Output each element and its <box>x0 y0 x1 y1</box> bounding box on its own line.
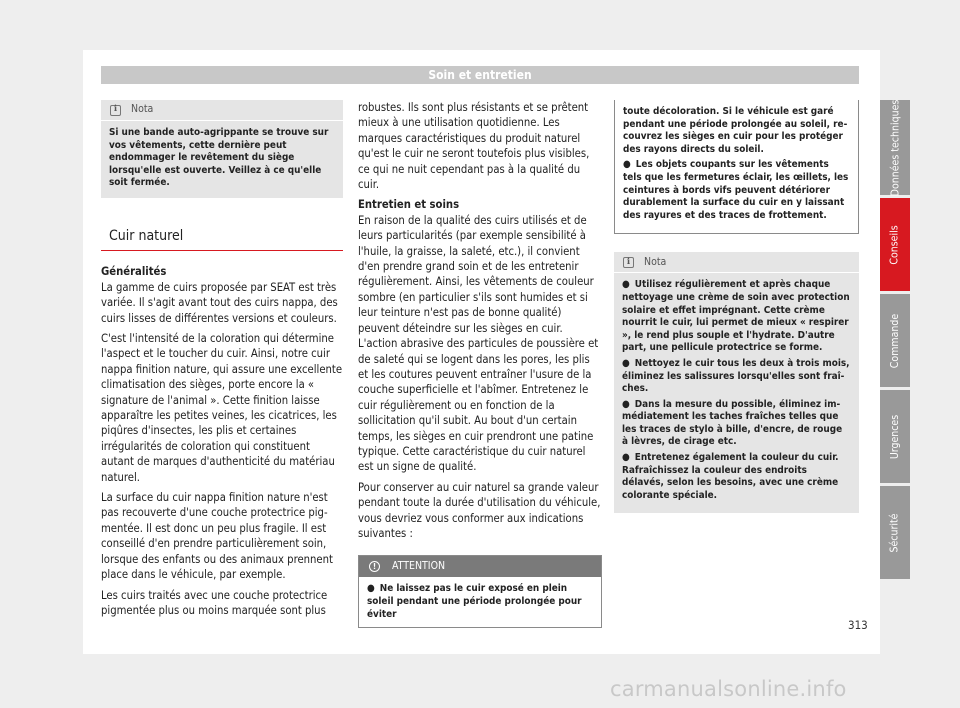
paragraph: En raison de la qualité des cuirs utilisés et de leurs particularités (par exemple sensibilité à l'huile, la graisse, la saleté, etc.), il convient d'en prendre grand soin et de les entretenir régulièrement. Ainsi, les vêtements de couleur sombre (en particulier s'ils sont humides et si leur teinture n'est pas de bonne qualité) peuvent déteindre sur les sièges en cuir. L'action abrasive des particules de poussière et de saleté qui se logent dans les pores, les plis et les coutures peuvent entraîner l'usure de la couche superficielle et l'abîmer. Entretenez le cuir régulièrement ou en fonction de la sollicitation qu'il subit. Au bout d'un certain temps, les sièges en cuir prendront une patine typique. Cette caractéristique du cuir naturel est un signe de qualité. <box>358 213 599 474</box>
bullet-icon: ● <box>622 279 630 291</box>
paragraph: C'est l'intensité de la coloration qui détermine l'aspect et le toucher du cuir. Ainsi, notre cuir nappa finition nature, qui assure une excellente climatisation des sièges, porte encore la « signature de l'animal ». Cette finition laisse apparaître les petites veines, les cicatrices, les piqûres d'insectes, les plis et certaines irrégularités de coloration qui constituent autant de marques d'authenticité du matériau naturel. <box>101 332 343 484</box>
paragraph: Les cuirs traités avec une couche protectrice pigmentée plus ou moins marquée sont plus <box>101 588 328 617</box>
tab-securite[interactable]: Sécurité <box>880 486 910 579</box>
nota-item: ● Entretenez également la couleur du cuir. Rafraîchissez la couleur des endroits délavés, selon les besoins, avec une crème colorante spéciale. <box>622 452 839 501</box>
nota-label: Nota <box>131 103 154 116</box>
nota-header <box>614 252 859 273</box>
chapter-tabs <box>880 100 910 582</box>
subheading-generalites: Généralités <box>101 265 167 279</box>
bullet-icon: ● <box>622 452 630 464</box>
paragraph: Pour conserver au cuir naturel sa grande valeur pendant toute la durée d'utilisation du véhicule, vous devriez vous conformer aux indications suivantes : <box>358 480 601 540</box>
bullet-icon: ● <box>367 583 375 595</box>
nota-text: Si une bande auto-agrippante se trouve sur vos vêtements, cette dernière peut endommager le revêtement du siège lorsqu'elle est ouverte. Veillez à ce qu'elle soit fermée. <box>109 127 329 189</box>
section-title: Cuir naturel <box>101 229 343 251</box>
tab-urgences[interactable]: Urgences <box>880 390 910 483</box>
watermark: carmanualsonline.info <box>610 677 847 701</box>
bullet-icon: ● <box>622 357 630 369</box>
subheading-entretien: Entretien et soins <box>358 198 460 212</box>
paragraph: La surface du cuir nappa finition nature n'est pas recouverte d'une couche protectrice pigmentée. Il est donc un peu plus fragile. Il est conseillé d'en prendre particulièrement soin, lorsque des enfants ou des animaux prennent place dans le véhicule, par exemple. <box>101 491 333 582</box>
column-3 <box>614 100 859 513</box>
tab-conseils[interactable]: Conseils <box>880 198 910 291</box>
column-2 <box>358 100 602 628</box>
page-header: Soin et entretien <box>101 66 859 84</box>
tab-donnees-techniques[interactable]: Données techniques <box>880 100 910 195</box>
attention-continued <box>614 100 859 234</box>
attention-box <box>358 555 602 628</box>
nota-box <box>614 252 859 513</box>
info-icon: i <box>623 257 634 268</box>
attention-item: ● Les objets coupants sur les vêtements tels que les fermetures éclair, les œillets, les ceintures à bords vifs peuvent détériorer durablement la surface du cuir en y laissant des rayures et des traces de frottement. <box>623 159 849 221</box>
info-icon: i <box>110 105 121 116</box>
nota-label: Nota <box>644 255 667 268</box>
page-number: 313 <box>848 618 868 632</box>
nota-box <box>101 100 343 198</box>
nota-item: ● Utilisez régulièrement et après chaque nettoyage une crème de soin avec protection solaire et effet imprégnant. Cette crème nourrit le cuir, lui permet de mieux « respirer », le rend plus souple et l'hydrate. D'autre part, une pellicule protectrice se forme. <box>622 279 850 354</box>
nota-header <box>101 100 343 121</box>
attention-label: ATTENTION <box>392 560 446 573</box>
nota-item: ● Nettoyez le cuir tous les deux à trois mois, éliminez les salissures lorsqu'elles sont fraîches. <box>622 357 850 395</box>
attention-item: Ne laissez pas le cuir exposé en plein soleil pendant une période prolongée pour éviter <box>367 583 582 620</box>
tab-commande[interactable]: Commande <box>880 294 910 387</box>
paragraph: La gamme de cuirs proposée par SEAT est très variée. Il s'agit avant tout des cuirs nappa, des cuirs lisses de différentes versions et couleurs. <box>101 280 338 325</box>
nota-list <box>614 273 859 513</box>
nota-item: ● Dans la mesure du possible, éliminez immédiatement les taches fraîches telles que les traces de stylo à bille, d'encre, de rouge à lèvres, de cirage etc. <box>622 398 843 448</box>
warning-icon: ! <box>369 561 380 572</box>
attention-text <box>359 577 601 627</box>
attention-header <box>359 556 601 577</box>
bullet-icon: ● <box>622 398 630 410</box>
bullet-icon: ● <box>623 159 631 171</box>
column-1 <box>101 100 343 623</box>
attention-item: toute décoloration. Si le véhicule est garé pendant une période prolongée au soleil, recouvrez les sièges en cuir pour les protéger des rayons directs du soleil. <box>623 106 848 155</box>
paragraph: robustes. Ils sont plus résistants et se prêtent mieux à une utilisation quotidienne. Les marques caractéristiques du produit naturel qu'est le cuir ne seront toutefois plus visibles, ce qui ne nuit cependant pas à la qualité du cuir. <box>358 101 590 192</box>
